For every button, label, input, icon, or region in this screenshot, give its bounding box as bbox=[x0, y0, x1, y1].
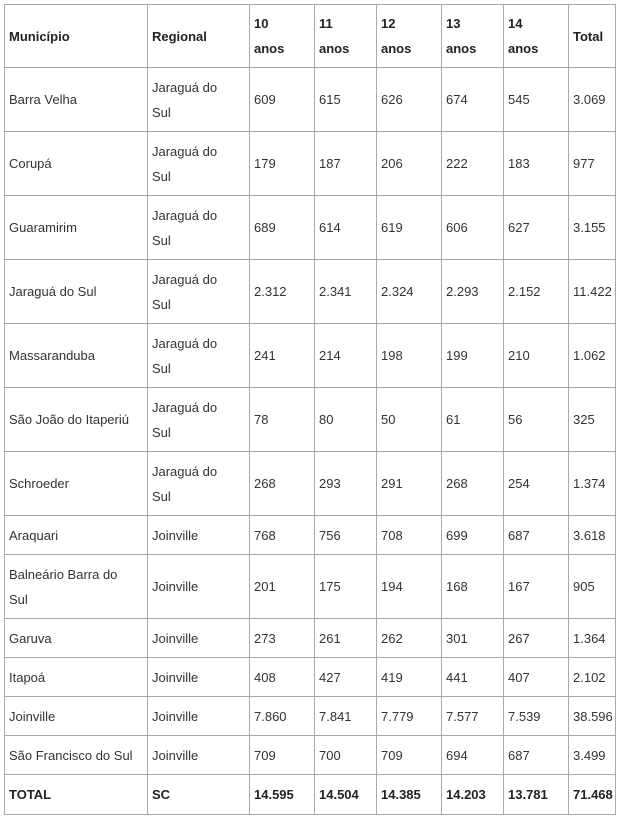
table-row bbox=[5, 736, 616, 775]
cell-13-anos: 694 bbox=[442, 736, 504, 775]
cell-11-anos: 187 bbox=[315, 132, 377, 196]
cell-total: 71.468 bbox=[569, 775, 616, 815]
header-12-anos: 12 anos bbox=[377, 5, 442, 68]
cell-municipio: Corupá bbox=[5, 132, 148, 196]
cell-13-anos: 301 bbox=[442, 619, 504, 658]
cell-municipio: Guaramirim bbox=[5, 196, 148, 260]
cell-11-anos: 80 bbox=[315, 388, 377, 452]
cell-municipio: Joinville bbox=[5, 697, 148, 736]
header-row bbox=[5, 5, 616, 68]
cell-regional: Jaraguá do Sul bbox=[148, 452, 250, 516]
cell-13-anos: 199 bbox=[442, 324, 504, 388]
header-14-anos: 14 anos bbox=[504, 5, 569, 68]
cell-regional: Joinville bbox=[148, 658, 250, 697]
cell-13-anos: 606 bbox=[442, 196, 504, 260]
cell-municipio: São João do Itaperiú bbox=[5, 388, 148, 452]
table-row bbox=[5, 132, 616, 196]
cell-regional: Jaraguá do Sul bbox=[148, 68, 250, 132]
cell-13-anos: 222 bbox=[442, 132, 504, 196]
cell-12-anos: 198 bbox=[377, 324, 442, 388]
cell-regional: Jaraguá do Sul bbox=[148, 388, 250, 452]
cell-12-anos: 419 bbox=[377, 658, 442, 697]
header-municipio: Município bbox=[5, 5, 148, 68]
cell-municipio: TOTAL bbox=[5, 775, 148, 815]
cell-11-anos: 756 bbox=[315, 516, 377, 555]
cell-total: 3.155 bbox=[569, 196, 616, 260]
cell-13-anos: 268 bbox=[442, 452, 504, 516]
cell-regional: Jaraguá do Sul bbox=[148, 324, 250, 388]
cell-regional: SC bbox=[148, 775, 250, 815]
cell-13-anos: 7.577 bbox=[442, 697, 504, 736]
cell-municipio: Massaranduba bbox=[5, 324, 148, 388]
cell-regional: Joinville bbox=[148, 619, 250, 658]
cell-municipio: Balneário Barra do Sul bbox=[5, 555, 148, 619]
table-row bbox=[5, 658, 616, 697]
cell-12-anos: 194 bbox=[377, 555, 442, 619]
cell-total: 11.422 bbox=[569, 260, 616, 324]
cell-11-anos: 175 bbox=[315, 555, 377, 619]
cell-12-anos: 709 bbox=[377, 736, 442, 775]
header-11-anos: 11 anos bbox=[315, 5, 377, 68]
cell-municipio: Schroeder bbox=[5, 452, 148, 516]
cell-12-anos: 619 bbox=[377, 196, 442, 260]
header-13-anos: 13 anos bbox=[442, 5, 504, 68]
cell-12-anos: 262 bbox=[377, 619, 442, 658]
table-row bbox=[5, 555, 616, 619]
cell-14-anos: 254 bbox=[504, 452, 569, 516]
table-row bbox=[5, 196, 616, 260]
cell-total: 905 bbox=[569, 555, 616, 619]
cell-12-anos: 708 bbox=[377, 516, 442, 555]
cell-14-anos: 545 bbox=[504, 68, 569, 132]
cell-12-anos: 50 bbox=[377, 388, 442, 452]
cell-13-anos: 674 bbox=[442, 68, 504, 132]
cell-total: 325 bbox=[569, 388, 616, 452]
cell-10-anos: 14.595 bbox=[250, 775, 315, 815]
cell-10-anos: 408 bbox=[250, 658, 315, 697]
cell-13-anos: 441 bbox=[442, 658, 504, 697]
table-row bbox=[5, 388, 616, 452]
cell-14-anos: 687 bbox=[504, 516, 569, 555]
cell-total: 1.364 bbox=[569, 619, 616, 658]
table-row bbox=[5, 619, 616, 658]
header-total: Total bbox=[569, 5, 616, 68]
cell-municipio: Garuva bbox=[5, 619, 148, 658]
cell-14-anos: 7.539 bbox=[504, 697, 569, 736]
cell-14-anos: 267 bbox=[504, 619, 569, 658]
cell-11-anos: 427 bbox=[315, 658, 377, 697]
cell-14-anos: 2.152 bbox=[504, 260, 569, 324]
cell-13-anos: 168 bbox=[442, 555, 504, 619]
total-row bbox=[5, 775, 616, 815]
cell-total: 38.596 bbox=[569, 697, 616, 736]
cell-total: 1.062 bbox=[569, 324, 616, 388]
cell-10-anos: 609 bbox=[250, 68, 315, 132]
cell-10-anos: 768 bbox=[250, 516, 315, 555]
cell-13-anos: 699 bbox=[442, 516, 504, 555]
table-row bbox=[5, 516, 616, 555]
cell-total: 3.618 bbox=[569, 516, 616, 555]
cell-regional: Joinville bbox=[148, 697, 250, 736]
cell-14-anos: 183 bbox=[504, 132, 569, 196]
cell-11-anos: 214 bbox=[315, 324, 377, 388]
cell-10-anos: 689 bbox=[250, 196, 315, 260]
cell-11-anos: 14.504 bbox=[315, 775, 377, 815]
cell-10-anos: 78 bbox=[250, 388, 315, 452]
cell-municipio: Itapoá bbox=[5, 658, 148, 697]
cell-11-anos: 293 bbox=[315, 452, 377, 516]
table-row bbox=[5, 324, 616, 388]
cell-11-anos: 614 bbox=[315, 196, 377, 260]
table-row bbox=[5, 260, 616, 324]
cell-municipio: Araquari bbox=[5, 516, 148, 555]
cell-total: 1.374 bbox=[569, 452, 616, 516]
cell-14-anos: 627 bbox=[504, 196, 569, 260]
cell-14-anos: 407 bbox=[504, 658, 569, 697]
cell-10-anos: 273 bbox=[250, 619, 315, 658]
cell-12-anos: 626 bbox=[377, 68, 442, 132]
cell-12-anos: 7.779 bbox=[377, 697, 442, 736]
cell-14-anos: 167 bbox=[504, 555, 569, 619]
cell-municipio: São Francisco do Sul bbox=[5, 736, 148, 775]
table-row bbox=[5, 68, 616, 132]
cell-10-anos: 709 bbox=[250, 736, 315, 775]
cell-municipio: Barra Velha bbox=[5, 68, 148, 132]
header-regional: Regional bbox=[148, 5, 250, 68]
cell-regional: Joinville bbox=[148, 516, 250, 555]
cell-regional: Jaraguá do Sul bbox=[148, 196, 250, 260]
cell-12-anos: 14.385 bbox=[377, 775, 442, 815]
cell-14-anos: 56 bbox=[504, 388, 569, 452]
cell-14-anos: 13.781 bbox=[504, 775, 569, 815]
cell-12-anos: 206 bbox=[377, 132, 442, 196]
cell-total: 3.069 bbox=[569, 68, 616, 132]
cell-12-anos: 291 bbox=[377, 452, 442, 516]
cell-total: 977 bbox=[569, 132, 616, 196]
cell-total: 2.102 bbox=[569, 658, 616, 697]
cell-regional: Jaraguá do Sul bbox=[148, 132, 250, 196]
table-row bbox=[5, 452, 616, 516]
cell-11-anos: 2.341 bbox=[315, 260, 377, 324]
cell-municipio: Jaraguá do Sul bbox=[5, 260, 148, 324]
header-10-anos: 10 anos bbox=[250, 5, 315, 68]
cell-10-anos: 7.860 bbox=[250, 697, 315, 736]
cell-total: 3.499 bbox=[569, 736, 616, 775]
cell-14-anos: 687 bbox=[504, 736, 569, 775]
cell-10-anos: 179 bbox=[250, 132, 315, 196]
cell-13-anos: 14.203 bbox=[442, 775, 504, 815]
cell-regional: Jaraguá do Sul bbox=[148, 260, 250, 324]
cell-10-anos: 201 bbox=[250, 555, 315, 619]
cell-11-anos: 7.841 bbox=[315, 697, 377, 736]
cell-regional: Joinville bbox=[148, 736, 250, 775]
cell-10-anos: 2.312 bbox=[250, 260, 315, 324]
cell-11-anos: 261 bbox=[315, 619, 377, 658]
cell-11-anos: 700 bbox=[315, 736, 377, 775]
table-row bbox=[5, 697, 616, 736]
cell-12-anos: 2.324 bbox=[377, 260, 442, 324]
cell-regional: Joinville bbox=[148, 555, 250, 619]
cell-11-anos: 615 bbox=[315, 68, 377, 132]
cell-14-anos: 210 bbox=[504, 324, 569, 388]
cell-10-anos: 268 bbox=[250, 452, 315, 516]
data-table bbox=[4, 4, 616, 815]
cell-13-anos: 2.293 bbox=[442, 260, 504, 324]
table-body bbox=[5, 68, 616, 815]
cell-10-anos: 241 bbox=[250, 324, 315, 388]
cell-13-anos: 61 bbox=[442, 388, 504, 452]
